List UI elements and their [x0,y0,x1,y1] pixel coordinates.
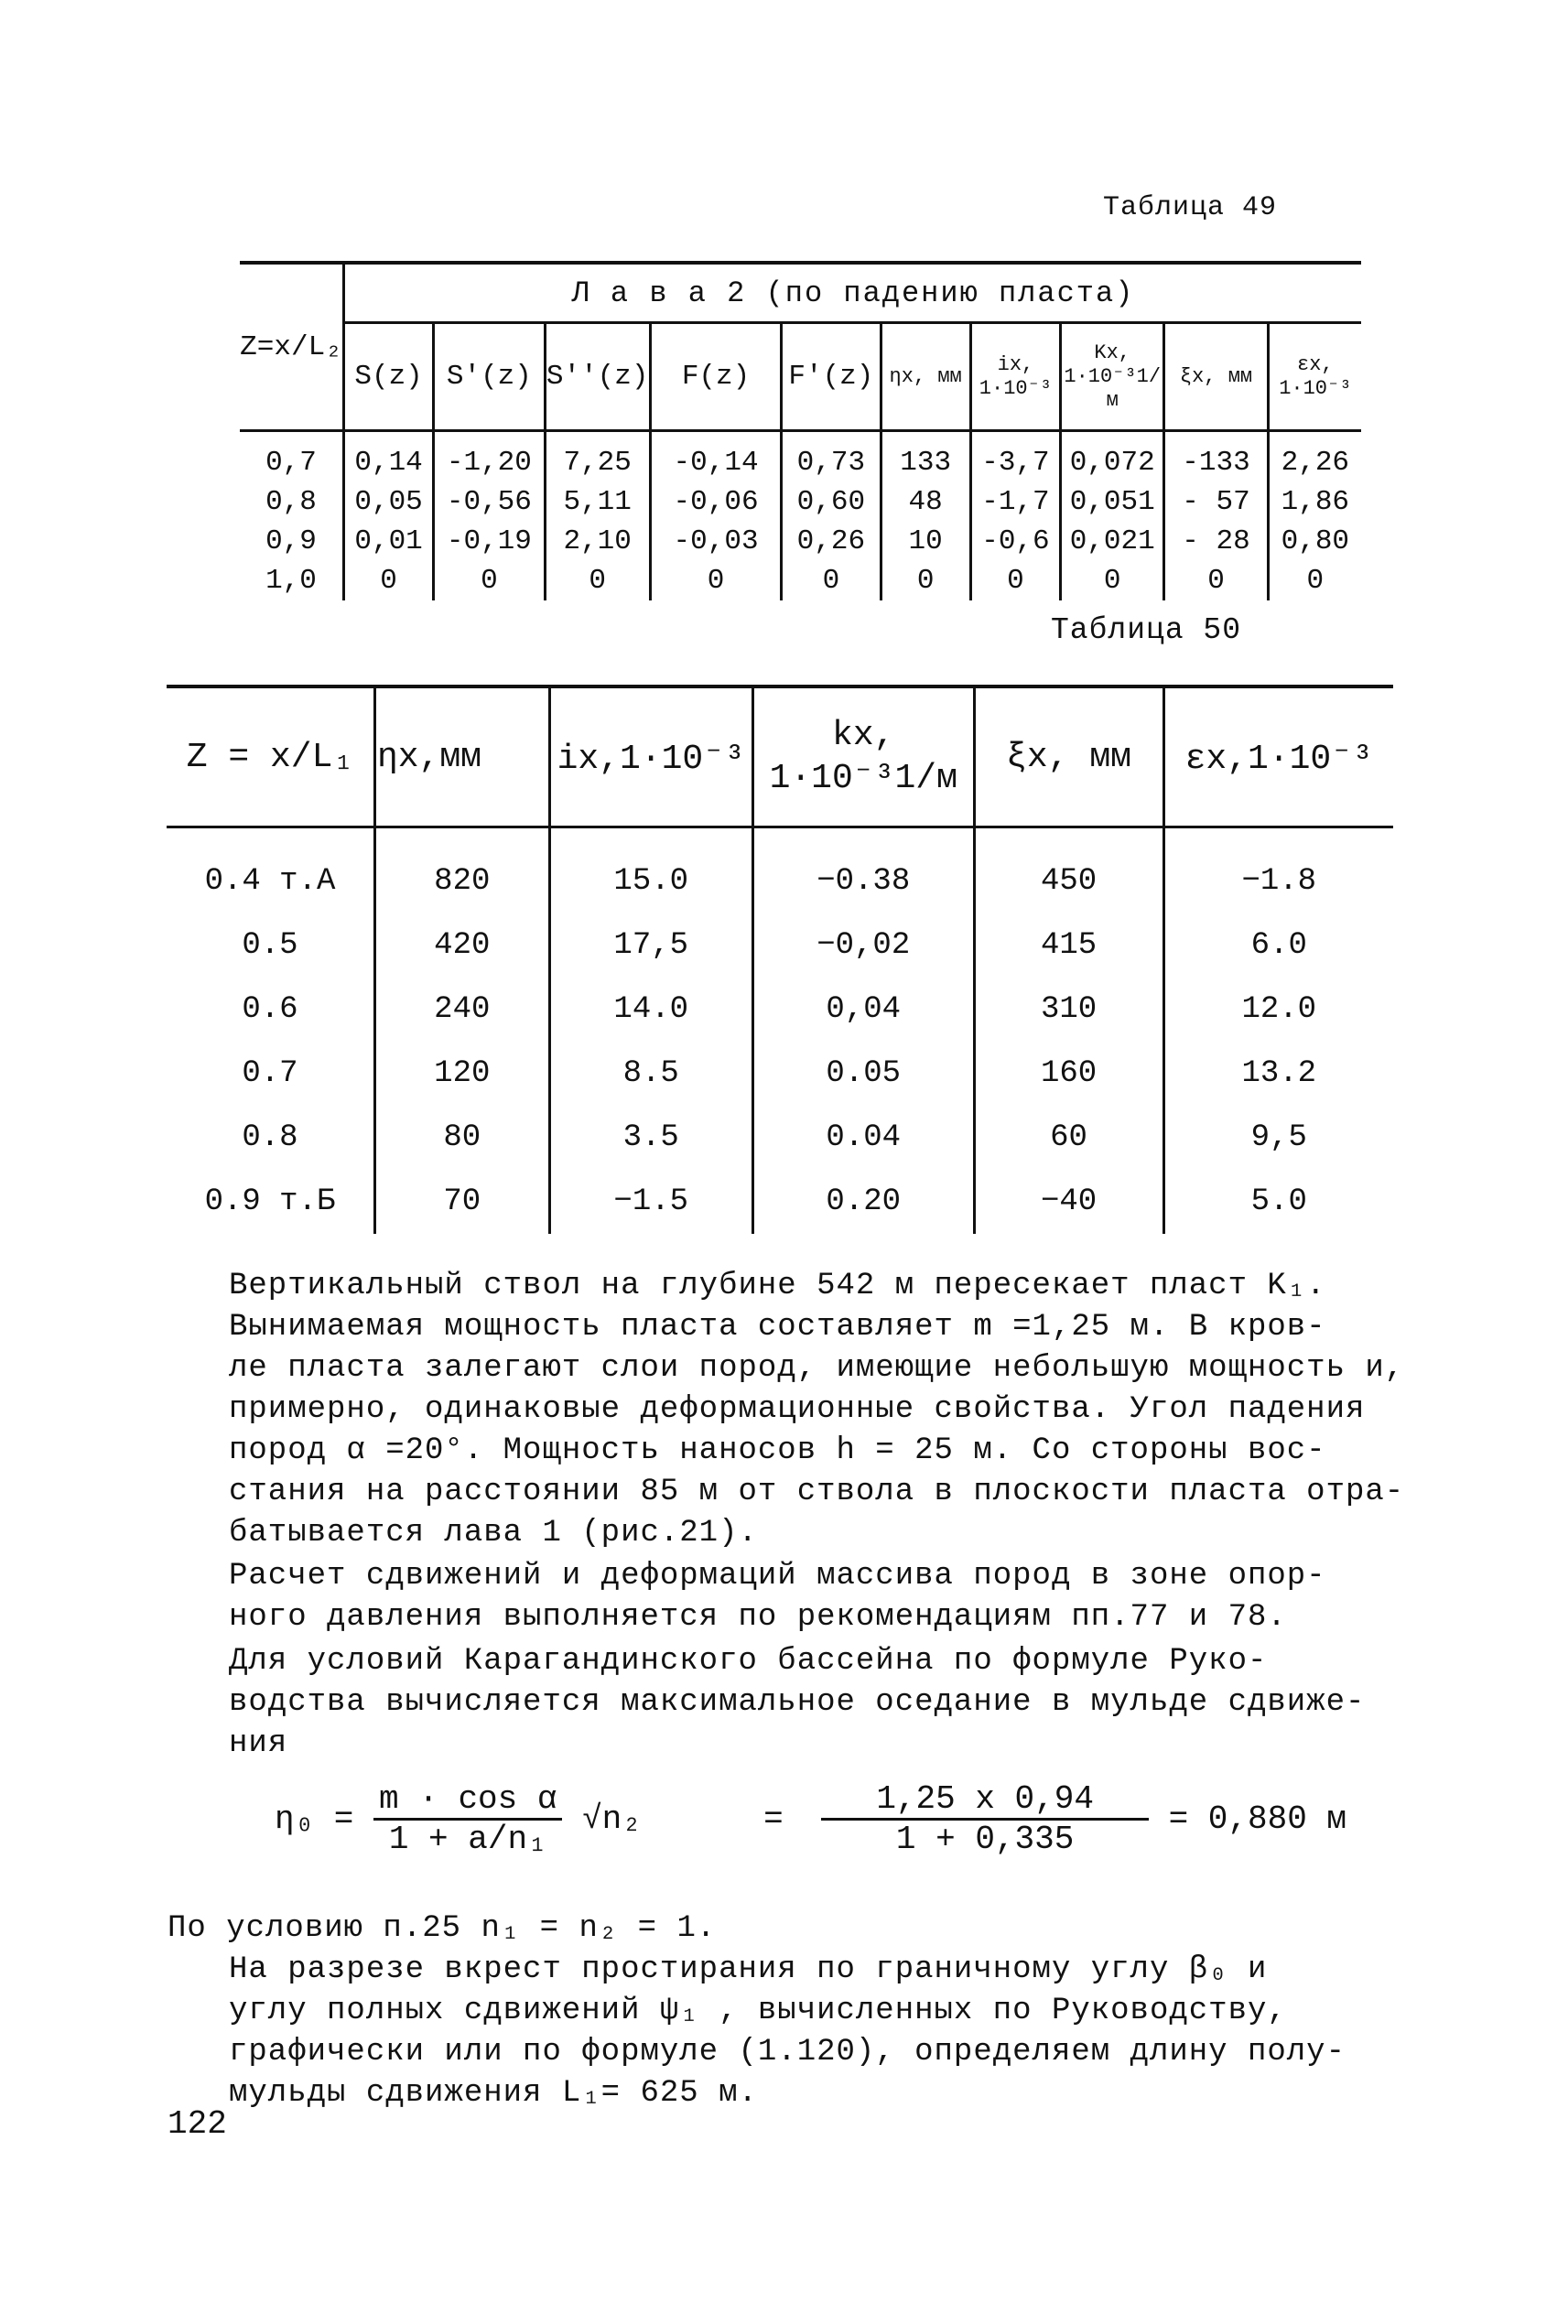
cell: 0,14 [343,431,433,483]
text-line: углу полных сдвижений ψ₁ , вычисленных по Руководству, [229,1994,1287,2028]
cell: 2,10 [545,522,650,561]
cell: 0,051 [1061,482,1164,522]
paragraph-1 [229,1266,1419,1554]
table-row [240,522,1361,561]
col-header: S'(z) [434,323,545,431]
cell: 60 [974,1106,1163,1170]
cell: -133 [1164,431,1268,483]
cell: 0 [970,561,1060,600]
cell: 240 [374,978,549,1042]
cell: 0 [434,561,545,600]
cell: 0,73 [782,431,881,483]
cell: 5.0 [1163,1170,1393,1234]
col-header: Z = x/L₁ [167,686,374,827]
col-header: Kx, 1·10⁻³1/м [1061,323,1164,431]
cell: −40 [974,1170,1163,1234]
cell: 0,9 [265,525,317,557]
cell: 0,021 [1061,522,1164,561]
numerator: m · cos α [373,1780,562,1821]
text-line: пород α =20°. Мощность наносов h = 25 м. Со стороны вос- [229,1433,1326,1468]
text-line: Вертикальный ствол на глубине 542 м пересекает пласт K₁. [229,1269,1326,1303]
cell: 0,80 [1268,522,1361,561]
cell: 13.2 [1163,1042,1393,1106]
cell: −1.5 [549,1170,752,1234]
cell: 14.0 [549,978,752,1042]
table-row [240,482,1361,522]
col-header: ξx, мм [974,686,1163,827]
col-header: εx,1·10⁻³ [1163,686,1393,827]
cell: 5,11 [545,482,650,522]
page-number: 122 [168,2105,227,2143]
cell: 0.04 [752,1106,974,1170]
formula-equals: = [763,1800,784,1839]
cell: 12.0 [1163,978,1393,1042]
cell: 0.8 [242,1120,298,1155]
cell: 1,0 [265,565,317,597]
table-row [167,1106,1393,1170]
cell: - 28 [1164,522,1268,561]
cell: 0,04 [752,978,974,1042]
col-header: S(z) [343,323,433,431]
cell: 7,25 [545,431,650,483]
text-line: ле пласта залегают слои пород, имеющие небольшую мощность и, [229,1351,1405,1386]
root-term: √n₂ [582,1800,642,1839]
cell: 3.5 [549,1106,752,1170]
cell: -0,06 [650,482,781,522]
text-line: водства вычисляется максимальное оседание в мульде сдвиже- [229,1685,1366,1720]
fraction-2 [821,1780,1149,1858]
cell: 420 [374,913,549,978]
col-header: F'(z) [782,323,881,431]
text-line: На разрезе вкрест простирания по граничному углу β₀ и [229,1952,1268,1987]
paragraph-2 [229,1556,1419,1638]
cell: 0 [650,561,781,600]
col-header: F(z) [650,323,781,431]
cell: 0 [1061,561,1164,600]
cell: 0,8 [265,486,317,518]
text-line: батывается лава 1 (рис.21). [229,1516,758,1551]
cell: 0,26 [782,522,881,561]
table-row [240,431,1361,483]
table-row [167,1042,1393,1106]
cell: -0,6 [970,522,1060,561]
denominator: 1 + a/n₁ [388,1821,547,1858]
cell: 80 [374,1106,549,1170]
cell: 310 [974,978,1163,1042]
numerator: 1,25 x 0,94 [821,1780,1149,1821]
paragraph-5 [229,1950,1419,2114]
table-row [240,561,1361,600]
text-line: ния [229,1726,288,1761]
cell: 160 [974,1042,1163,1106]
col-header: εx, 1·10⁻³ [1268,323,1361,431]
cell: 0.05 [752,1042,974,1106]
cell: 0 [545,561,650,600]
cell: 0 [1268,561,1361,600]
cell: 0.4 т.А [204,864,336,899]
cell: 8.5 [549,1042,752,1106]
col-header: kx, 1·10⁻³1/м [752,686,974,827]
cell: - 57 [1164,482,1268,522]
cell: 10 [881,522,970,561]
cell: 0 [881,561,970,600]
table-row [167,978,1393,1042]
table-50 [167,685,1393,1234]
cell: 0,60 [782,482,881,522]
denominator: 1 + 0,335 [895,1821,1075,1858]
cell: 0,05 [343,482,433,522]
cell: 17,5 [549,913,752,978]
cell: 70 [374,1170,549,1234]
table-row [167,913,1393,978]
cell: 450 [974,827,1163,914]
cell: 0,01 [343,522,433,561]
paragraph-4: По условию п.25 n₁ = n₂ = 1. [168,1911,717,1946]
cell: 0 [782,561,881,600]
col-header: ix,1·10⁻³ [549,686,752,827]
cell: −0,02 [752,913,974,978]
text-line: Расчет сдвижений и деформаций массива пород в зоне опор- [229,1559,1326,1594]
cell: −1.8 [1163,827,1393,914]
formula-result: = 0,880 м [1168,1800,1347,1839]
table-49 [240,261,1361,600]
text-line: графически или по формуле (1.120), определяем длину полу- [229,2035,1346,2070]
cell: -1,20 [434,431,545,483]
cell: −0.38 [752,827,974,914]
cell: -0,03 [650,522,781,561]
cell: -1,7 [970,482,1060,522]
cell: 6.0 [1163,913,1393,978]
cell: 415 [974,913,1163,978]
cell: 0.7 [242,1056,298,1091]
z-header: Z=x/L₂ [240,263,343,431]
group-header: Л а в а 2 (по падению пласта) [343,263,1361,323]
cell: 120 [374,1042,549,1106]
cell: 0 [1164,561,1268,600]
cell: 9,5 [1163,1106,1393,1170]
cell: 0 [343,561,433,600]
cell: 0,7 [265,447,317,479]
col-header: ηx,мм [374,686,549,827]
cell: 0,072 [1061,431,1164,483]
cell: 0.5 [242,928,298,963]
cell: 133 [881,431,970,483]
col-header: ξx, мм [1164,323,1268,431]
text-line: ного давления выполняется по рекомендациям пп.77 и 78. [229,1600,1287,1635]
fraction-1 [373,1780,562,1858]
text-line: Для условий Карагандинского бассейна по формуле Руко- [229,1644,1268,1679]
cell: -0,56 [434,482,545,522]
cell: 15.0 [549,827,752,914]
cell: 1,86 [1268,482,1361,522]
col-header: ηx, мм [881,323,970,431]
table-50-caption: Таблица 50 [1051,613,1242,647]
cell: 0.9 т.Б [204,1184,336,1219]
table-49-caption: Таблица 49 [1103,192,1278,223]
text-line: примерно, одинаковые деформационные свойства. Угол падения [229,1392,1366,1427]
table-row [167,1170,1393,1234]
cell: 2,26 [1268,431,1361,483]
paragraph-3 [229,1641,1419,1765]
col-header: ix, 1·10⁻³ [970,323,1060,431]
cell: 0.20 [752,1170,974,1234]
cell: -0,19 [434,522,545,561]
text-line: стания на расстоянии 85 м от ствола в плоскости пласта отра- [229,1475,1405,1509]
cell: 0.6 [242,992,298,1027]
col-header: S''(z) [545,323,650,431]
cell: -0,14 [650,431,781,483]
formula-lhs: η₀ = [275,1800,354,1839]
text-line: мульды сдвижения L₁= 625 м. [229,2076,758,2111]
cell: -3,7 [970,431,1060,483]
text-line: Вынимаемая мощность пласта составляет m =1,25 м. В кров- [229,1310,1326,1345]
cell: 48 [881,482,970,522]
table-row [167,827,1393,914]
formula [275,1780,1346,1858]
cell: 820 [374,827,549,914]
